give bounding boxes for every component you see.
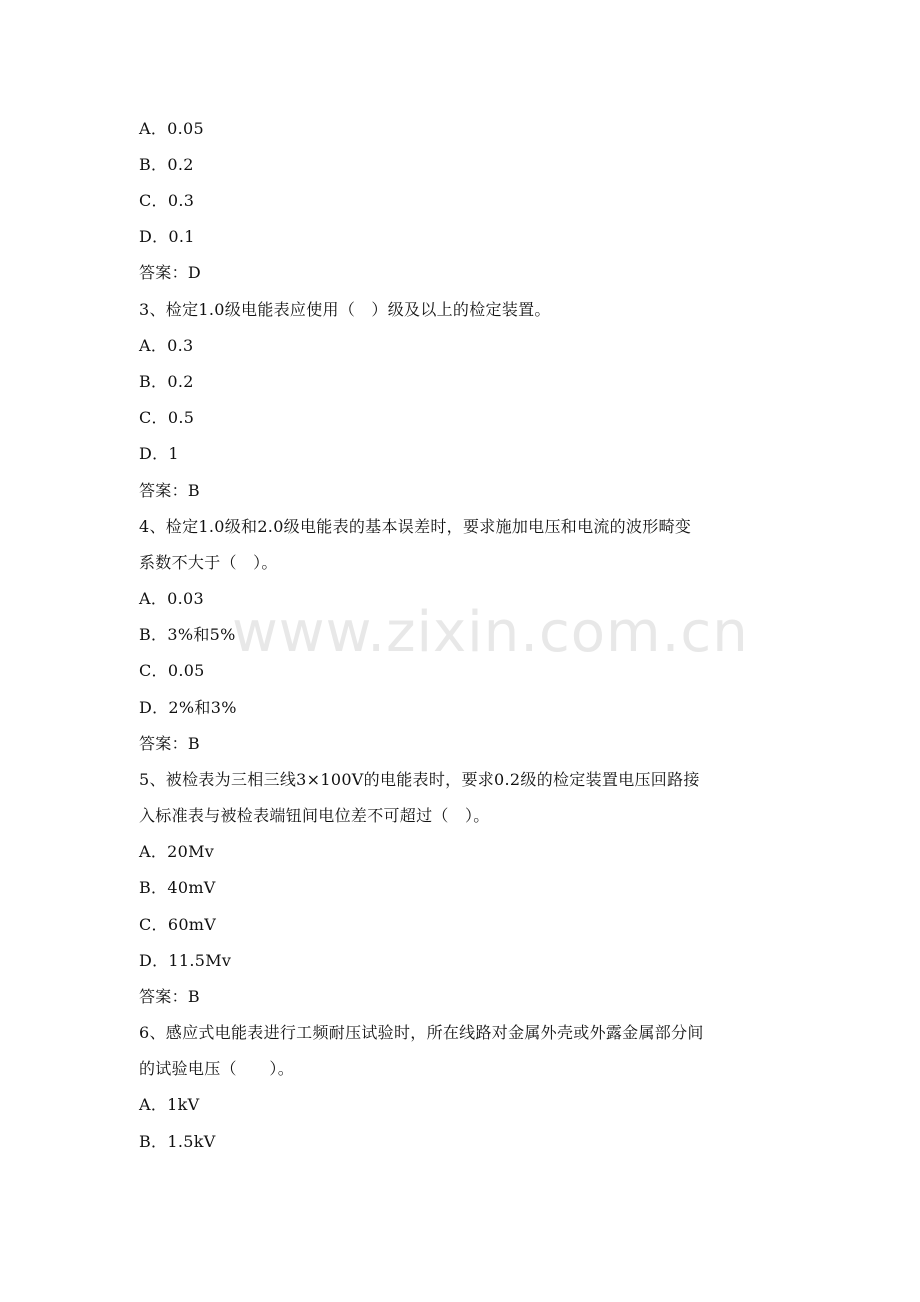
option-a: A．0.05	[139, 119, 204, 138]
option-a: A．0.3	[139, 336, 194, 355]
option-a: A．20Mv	[139, 842, 215, 861]
option-d: D．11.5Mv	[139, 951, 232, 970]
option-b: B．0.2	[139, 155, 194, 174]
option-b: B．0.2	[139, 372, 194, 391]
option-b: B．1.5kV	[139, 1132, 216, 1151]
option-c: C．0.3	[139, 191, 195, 210]
option-c: C．0.05	[139, 661, 205, 680]
answer: 答案：B	[139, 734, 200, 753]
question-6: 6、感应式电能表进行工频耐压试验时，所在线路对金属外壳或外露金属部分间	[139, 1023, 704, 1042]
option-a: A．1kV	[139, 1095, 200, 1114]
option-d: D．0.1	[139, 227, 195, 246]
answer: 答案：B	[139, 987, 200, 1006]
question-4-cont: 系数不大于（ ）。	[139, 553, 278, 572]
option-d: D．1	[139, 444, 179, 463]
option-a: A．0.03	[139, 589, 204, 608]
option-c: C．0.5	[139, 408, 195, 427]
option-b: B．40mV	[139, 878, 216, 897]
watermark: www.zixin.com.cn	[232, 600, 749, 665]
question-3: 3、检定1.0级电能表应使用（ ）级及以上的检定装置。	[139, 300, 551, 319]
option-b: B．3%和5%	[139, 625, 236, 644]
question-6-cont: 的试验电压（ ）。	[139, 1059, 295, 1078]
answer: 答案：D	[139, 263, 202, 282]
answer: 答案：B	[139, 481, 200, 500]
question-5: 5、被检表为三相三线3×100V的电能表时，要求0.2级的检定装置电压回路接	[139, 770, 700, 789]
option-d: D．2%和3%	[139, 698, 237, 717]
question-5-cont: 入标准表与被检表端钮间电位差不可超过（ ）。	[139, 806, 490, 825]
option-c: C．60mV	[139, 915, 217, 934]
question-4: 4、检定1.0级和2.0级电能表的基本误差时，要求施加电压和电流的波形畸变	[139, 517, 692, 536]
